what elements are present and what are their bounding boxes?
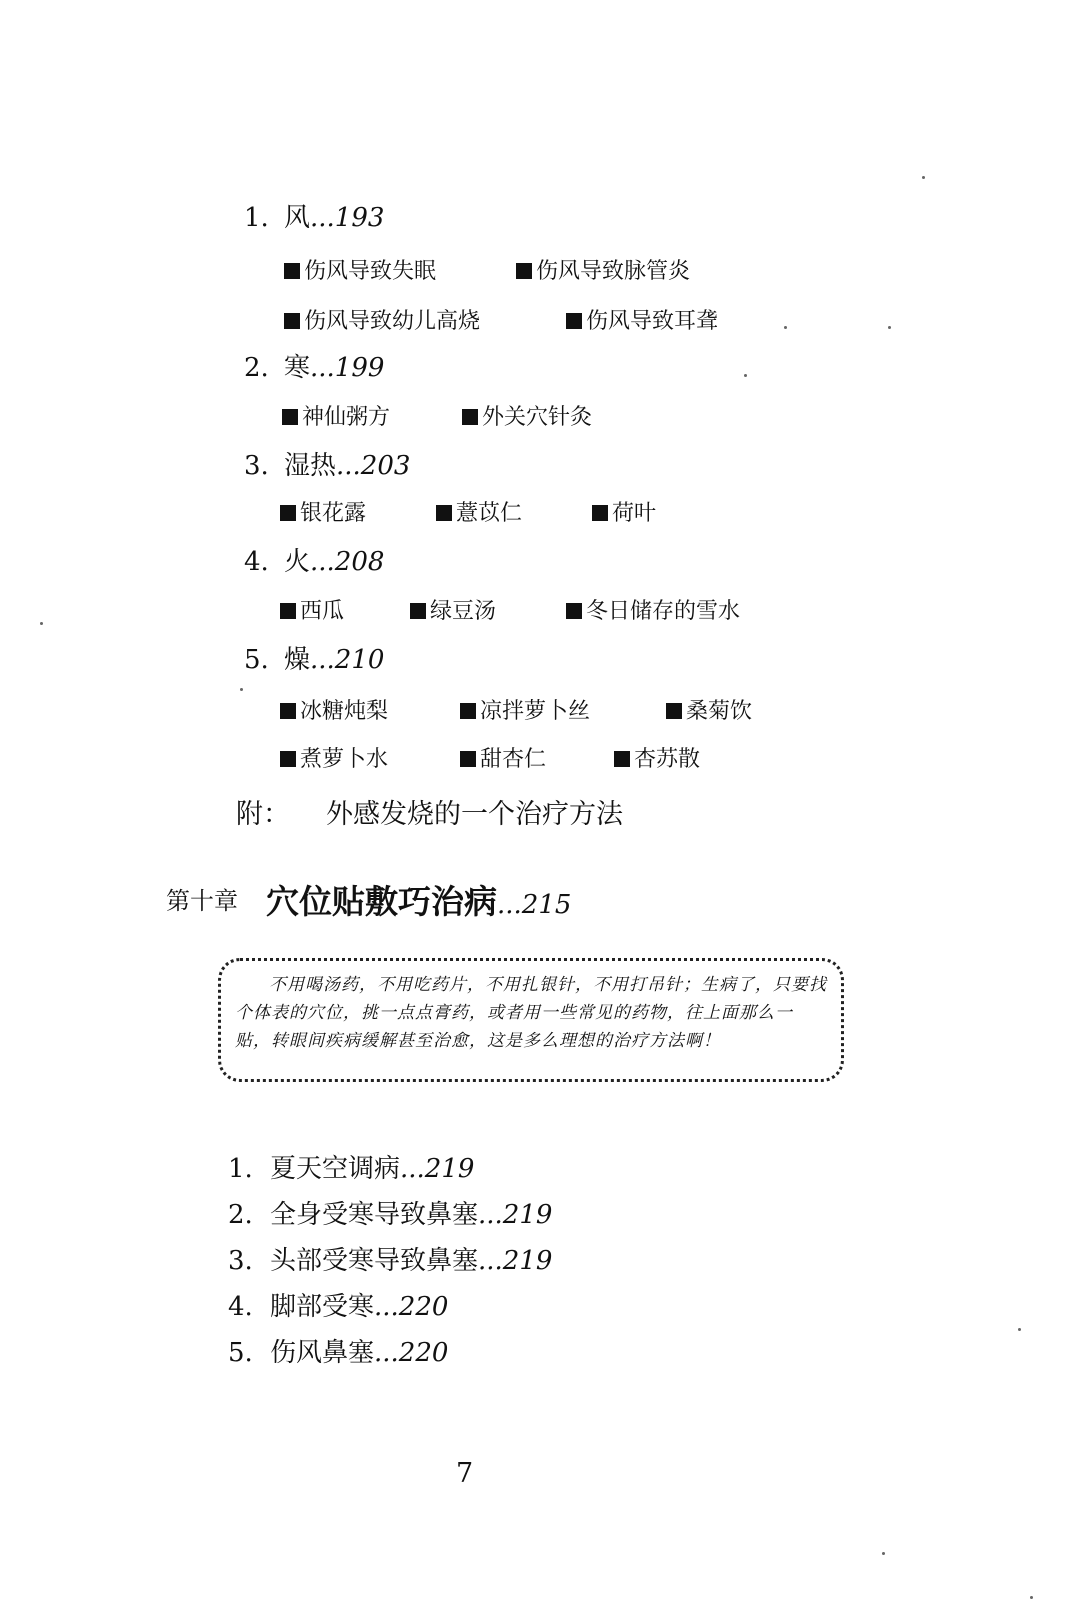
square-bullet-icon [516,263,532,279]
chapter-intro-text: 不用喝汤药，不用吃药片，不用扎银针，不用打吊针；生病了，只要找个体表的穴位，挑一点点膏药，或者用一些常见的药物，往上面那么一贴，转眼间疾病缓解甚至治愈，这是多么理想的治疗方法啊！ [235,975,827,1051]
item-page: ...220 [374,1338,449,1368]
square-bullet-icon [410,603,426,619]
item-number: 5. [228,1338,253,1368]
subitem-label: 煮萝卜水 [300,747,389,772]
entry-number: 2. [244,353,269,383]
subitem [614,746,700,774]
item-title: 全身受寒导致鼻塞 [270,1200,479,1230]
item-page: ...219 [478,1246,553,1276]
subitem-label: 甜杏仁 [480,747,547,772]
toc-entry [244,352,384,384]
square-bullet-icon [592,505,608,521]
toc-entry [244,202,384,234]
entry-title: 风 [284,203,311,233]
square-bullet-icon [282,409,298,425]
entry-number: 5. [244,645,269,675]
item-page: ...219 [400,1154,475,1184]
scan-speck [784,326,787,329]
entry-number: 1. [244,203,269,233]
entry-title: 燥 [284,645,311,675]
subitem-label: 伤风导致耳聋 [586,309,719,334]
entry-title: 寒 [284,353,311,383]
chapter-page: ...215 [497,890,572,920]
subitem [280,746,388,774]
subitem-label: 西瓜 [300,599,345,624]
subitem [284,308,480,336]
chapter-number: 第十章 [166,887,238,915]
item-number: 1. [228,1154,253,1184]
toc-entry [244,644,384,676]
subitem-label: 外关穴针灸 [482,405,593,430]
appendix-label: 附： [236,799,290,830]
chapter-title: 穴位贴敷巧治病 [266,882,497,921]
square-bullet-icon [280,703,296,719]
subitem-label: 杏苏散 [634,747,701,772]
subitem [460,746,546,774]
scan-speck [1018,1328,1021,1331]
entry-page: ...208 [310,547,385,577]
entry-page: ...203 [336,451,411,481]
square-bullet-icon [280,505,296,521]
subitem-label: 神仙粥方 [302,405,391,430]
square-bullet-icon [614,751,630,767]
subitem-label: 冰糖炖梨 [300,699,389,724]
scan-speck [882,1552,885,1555]
scan-speck [1030,1596,1033,1599]
square-bullet-icon [666,703,682,719]
subitem [280,698,388,726]
item-title: 夏天空调病 [270,1154,401,1184]
square-bullet-icon [462,409,478,425]
subitem [566,598,740,626]
scan-speck [744,374,747,377]
item-number: 4. [228,1292,253,1322]
subitem-label: 荷叶 [612,501,657,526]
entry-title: 火 [284,547,311,577]
entry-number: 3. [244,451,269,481]
toc-entry [244,546,384,578]
item-number: 3. [228,1246,253,1276]
subitem [566,308,718,336]
chapter-heading [166,876,571,923]
subitem [460,698,590,726]
toc-entry [244,450,410,482]
subitem [280,500,366,528]
item-title: 头部受寒导致鼻塞 [270,1246,479,1276]
entry-page: ...199 [310,353,385,383]
scan-speck [922,176,925,179]
square-bullet-icon [284,263,300,279]
subitem [410,598,496,626]
scan-speck [888,326,891,329]
subitem-label: 薏苡仁 [456,501,523,526]
item-number: 2. [228,1200,253,1230]
subitem [592,500,656,528]
subitem [462,404,592,432]
square-bullet-icon [280,751,296,767]
item-title: 脚部受寒 [270,1292,375,1322]
entry-number: 4. [244,547,269,577]
item-page: ...219 [478,1200,553,1230]
subitem [436,500,522,528]
entry-title: 湿热 [284,451,337,481]
subitem-label: 伤风导致失眠 [304,259,437,284]
subitem-label: 伤风导致脉管炎 [536,259,691,284]
square-bullet-icon [436,505,452,521]
chapter-item [228,1148,474,1185]
item-title: 伤风鼻塞 [270,1338,375,1368]
page-number: 7 [456,1458,474,1489]
entry-page: ...210 [310,645,385,675]
appendix-entry [236,792,623,831]
chapter-item [228,1332,448,1369]
subitem-label: 银花露 [300,501,367,526]
square-bullet-icon [460,751,476,767]
chapter-item [228,1240,552,1277]
subitem-label: 伤风导致幼儿高烧 [304,309,481,334]
subitem [666,698,752,726]
subitem-label: 冬日储存的雪水 [586,599,741,624]
chapter-intro-box [218,958,844,1082]
subitem-label: 凉拌萝卜丝 [480,699,591,724]
square-bullet-icon [280,603,296,619]
appendix-text: 外感发烧的一个治疗方法 [326,799,623,830]
square-bullet-icon [284,313,300,329]
chapter-item [228,1286,448,1323]
square-bullet-icon [566,313,582,329]
item-page: ...220 [374,1292,449,1322]
square-bullet-icon [566,603,582,619]
scan-speck [40,622,43,625]
square-bullet-icon [460,703,476,719]
subitem-label: 绿豆汤 [430,599,497,624]
subitem [282,404,390,432]
subitem [280,598,344,626]
scan-speck [240,688,243,691]
chapter-item [228,1194,552,1231]
subitem-label: 桑菊饮 [686,699,753,724]
entry-page: ...193 [310,203,385,233]
subitem [284,258,436,286]
subitem [516,258,690,286]
